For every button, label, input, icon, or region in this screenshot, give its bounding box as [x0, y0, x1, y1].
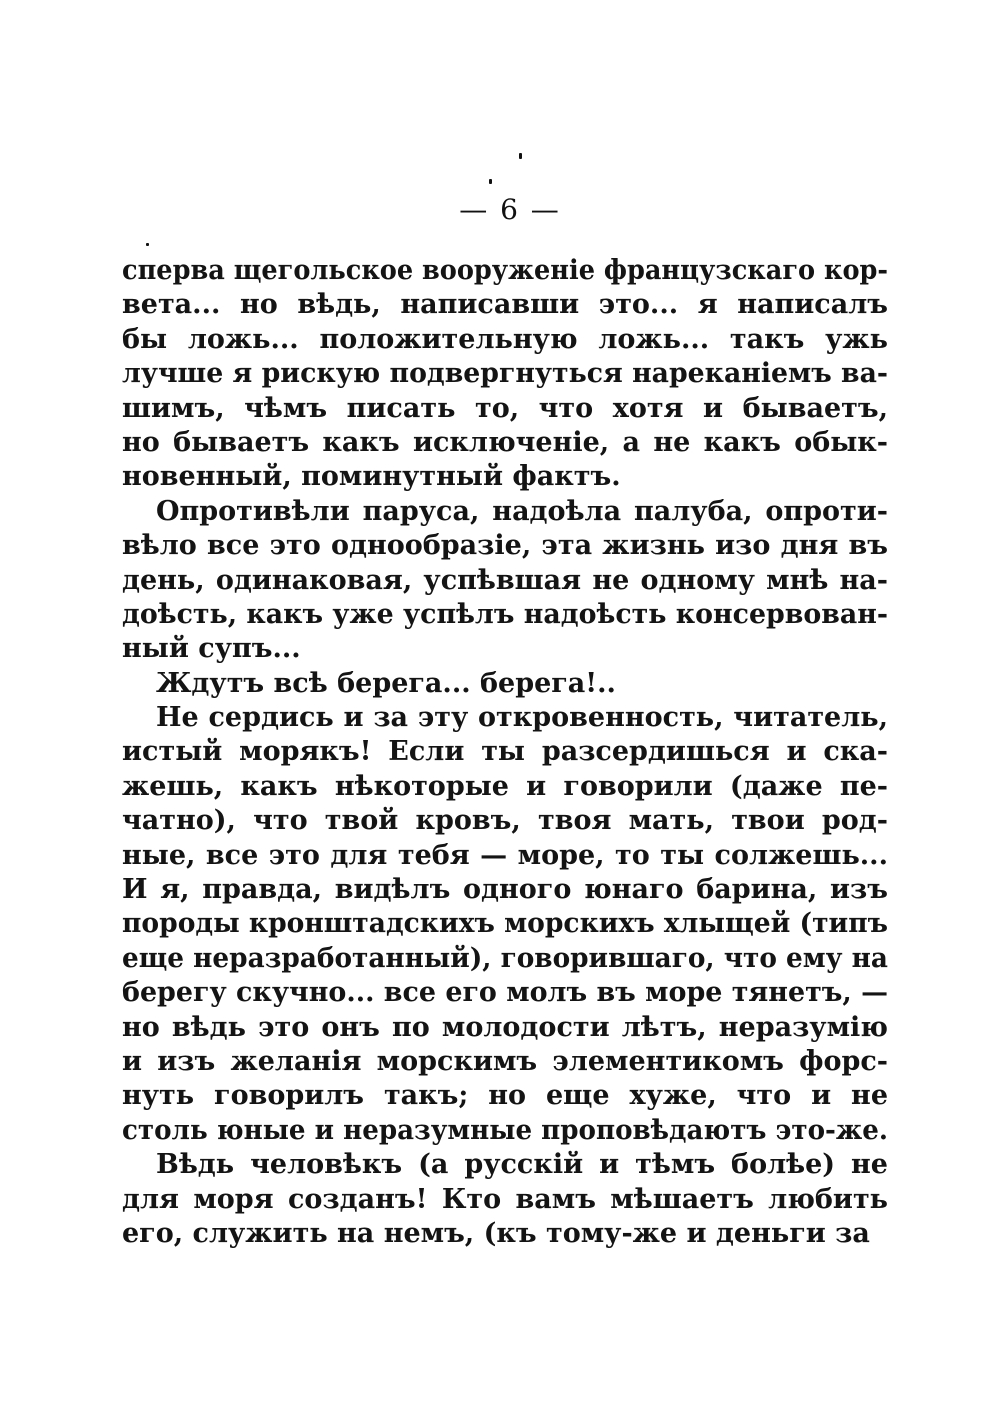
text-line: но бываетъ какъ исключеніе, а не какъ обык-: [122, 426, 888, 458]
paragraph: [122, 667, 888, 701]
text-line: сперва щегольское вооруженіе французскаго кор-: [122, 255, 888, 286]
paragraph: [122, 495, 888, 667]
text-line: нуть говорилъ такъ; но еще хуже, что и не: [122, 1080, 888, 1112]
text-line: породы кронштадскихъ морскихъ хлыщей (типъ: [122, 908, 888, 940]
text-line: доѣсть, какъ уже успѣлъ надоѣсть консервован-: [122, 598, 888, 630]
text-line: берегу скучно... все его молъ въ море тянетъ, —: [122, 977, 888, 1009]
text-line: еще неразработанный), говорившаго, что ему на: [122, 942, 888, 974]
text-line: бы ложь... положительную ложь... такъ ужь: [122, 323, 888, 355]
text-line: его, служить на немъ, (къ тому-же и деньги за: [122, 1217, 870, 1249]
text-line: новенный, поминутный фактъ.: [122, 461, 621, 493]
text-line: ные, все это для тебя — море, то ты солжешь...: [122, 839, 888, 871]
text-line: жешь, какъ нѣкоторые и говорили (даже пе-: [122, 770, 888, 802]
text-line: день, одинаковая, успѣвшая не одному мнѣ на-: [122, 564, 888, 596]
text-line: шимъ, чѣмъ писать то, что хотя и бываетъ,: [122, 392, 888, 424]
text-line: Опротивѣли паруса, надоѣла палуба, опроти-: [156, 495, 888, 527]
text-line: чатно), что твой кровъ, твоя мать, твои род-: [122, 805, 888, 837]
text-line: ный супъ...: [122, 633, 301, 665]
ink-speck: [489, 179, 492, 184]
page-number: — 6 —: [459, 193, 561, 226]
ink-speck: [146, 243, 149, 246]
text-line: но вѣдь это онъ по молодости лѣтъ, неразумію: [122, 1011, 888, 1043]
text-line: вета... но вѣдь, написавши это... я написалъ: [122, 289, 888, 321]
text-line: Ждутъ всѣ берега... берега!..: [156, 667, 616, 699]
ink-speck: [519, 153, 522, 159]
text-line: для моря созданъ! Кто вамъ мѣшаетъ любить: [122, 1183, 888, 1215]
text-line: и изъ желанія морскимъ элементикомъ форс-: [122, 1045, 888, 1077]
paragraph: [122, 1148, 888, 1251]
text-line: Вѣдь человѣкъ (а русскій и тѣмъ болѣе) не: [156, 1149, 888, 1181]
text-line: И я, правда, видѣлъ одного юнаго барина, изъ: [122, 874, 888, 906]
text-line: вѣло все это однообразіе, эта жизнь изо дня въ: [122, 530, 888, 562]
paragraph: [122, 701, 888, 1148]
body-text: [122, 254, 888, 1251]
text-line: истый морякъ! Если ты разсердишься и ска-: [122, 736, 888, 768]
paragraph: [122, 254, 888, 495]
text-line: столь юные и неразумные проповѣдаютъ это-же.: [122, 1114, 888, 1146]
text-line: лучше я рискую подвергнуться нареканіемъ ва-: [122, 358, 888, 390]
text-line: Не сердись и за эту откровенность, читатель,: [156, 702, 888, 734]
